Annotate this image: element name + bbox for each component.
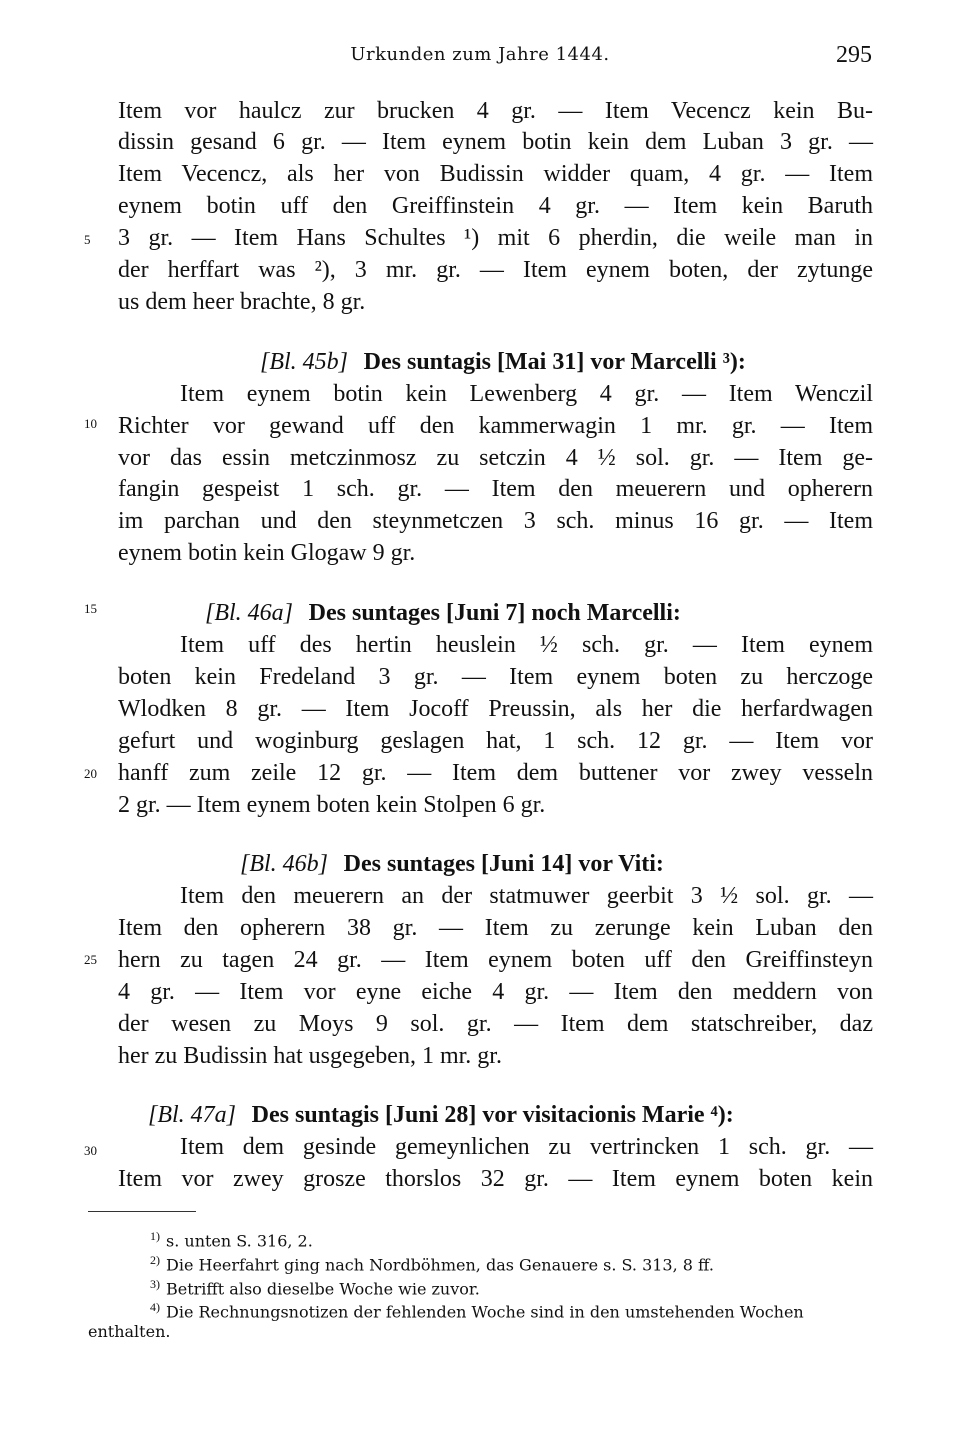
footnote-rule (88, 1211, 196, 1212)
footnote-mark: 1) (150, 1229, 160, 1243)
text-line: dissin gesand 6 gr. — Item eynem botin kein dem Luban 3 gr. — (118, 129, 873, 155)
line-number: 25 (84, 952, 97, 967)
text-line: eynem botin uff den Greiffinstein 4 gr. — Item kein Baruth (118, 193, 873, 219)
text-line: Item den opherern 38 gr. — Item zu zerunge kein Luban den (118, 915, 873, 941)
footnote (150, 1250, 874, 1275)
text-line: im parchan und den steynmetczen 3 sch. minus 16 gr. — Item (118, 508, 873, 534)
line-number: 20 (84, 766, 97, 781)
running-header: Urkunden zum Jahre 1444. (350, 44, 610, 65)
section-heading (148, 1099, 734, 1130)
heading-text: Des suntagis [Mai 31] vor Marcelli ³): (363, 349, 746, 375)
footnote-mark: 2) (150, 1253, 160, 1267)
text-line: Item uff des hertin heuslein ½ sch. gr. — Item eynem (180, 632, 873, 658)
text-line: Item dem gesinde gemeynlichen zu vertrincken 1 sch. gr. — (180, 1134, 873, 1160)
text-line: eynem botin kein Glogaw 9 gr. (118, 540, 416, 566)
sheet-reference: [Bl. 46b] (240, 851, 329, 877)
footnote (150, 1226, 874, 1251)
footnote-mark: 4) (150, 1300, 160, 1314)
page-number: 295 (836, 42, 872, 68)
text-line: der herffart was ²), 3 mr. gr. — Item eynem boten, der zytunge (118, 257, 873, 283)
text-line: Item vor haulcz zur brucken 4 gr. — Item Vecencz kein Bu- (118, 98, 873, 124)
text-line: Item den meuerern an der statmuwer geerbit 3 ½ sol. gr. — (180, 883, 873, 909)
sheet-reference: [Bl. 47a] (148, 1102, 237, 1128)
text-line: hanff zum zeile 12 gr. — Item dem buttener vor zwey vesseln (118, 760, 873, 786)
text-line: Richter vor gewand uff den kammerwagin 1 mr. gr. — Item (118, 413, 873, 439)
section-heading (205, 597, 681, 628)
heading-text: Des suntages [Juni 14] vor Viti: (343, 851, 664, 877)
footnote-text: Die Heerfahrt ging nach Nordböhmen, das Genauere s. S. 313, 8 ff. (166, 1255, 714, 1275)
footnote-continuation: enthalten. (88, 1322, 171, 1341)
text-line: gefurt und woginburg geslagen hat, 1 sch. 12 gr. — Item vor (118, 728, 873, 754)
footnote (150, 1297, 874, 1322)
heading-text: Des suntages [Juni 7] noch Marcelli: (308, 600, 681, 626)
text-line: 2 gr. — Item eynem boten kein Stolpen 6 gr. (118, 792, 546, 818)
text-line: 3 gr. — Item Hans Schultes ¹) mit 6 pherdin, die weile man in (118, 225, 873, 251)
text-line: Item Vecencz, als her von Budissin widder quam, 4 gr. — Item (118, 161, 873, 187)
text-line: vor das essin metczinmosz zu setczin 4 ½ sol. gr. — Item ge- (118, 445, 873, 471)
section-heading (260, 346, 746, 377)
text-line: hern zu tagen 24 gr. — Item eynem boten uff den Greiffinsteyn (118, 947, 873, 973)
heading-text: Des suntagis [Juni 28] vor visitacionis Marie ⁴): (251, 1102, 734, 1128)
text-line: 4 gr. — Item vor eyne eiche 4 gr. — Item den meddern von (118, 979, 873, 1005)
section-heading (240, 848, 664, 879)
footnote-text: Betrifft also dieselbe Woche wie zuvor. (166, 1279, 480, 1299)
text-line: her zu Budissin hat usgegeben, 1 mr. gr. (118, 1043, 502, 1069)
footnote (150, 1274, 874, 1299)
text-line: us dem heer brachte, 8 gr. (118, 289, 366, 315)
footnote-text: s. unten S. 316, 2. (166, 1231, 313, 1251)
line-number: 15 (84, 601, 97, 616)
line-number: 30 (84, 1143, 97, 1158)
sheet-reference: [Bl. 45b] (260, 349, 349, 375)
footnote-text: Die Rechnungsnotizen der fehlenden Woche sind in den umstehenden Wochen (166, 1302, 804, 1322)
text-line: Wlodken 8 gr. — Item Jocoff Preussin, als her die herfardwagen (118, 696, 873, 722)
line-number: 10 (84, 416, 97, 431)
text-line: Item eynem botin kein Lewenberg 4 gr. — Item Wenczil (180, 381, 873, 407)
text-line: der wesen zu Moys 9 sol. gr. — Item dem statschreiber, daz (118, 1011, 873, 1037)
footnote-mark: 3) (150, 1277, 160, 1291)
sheet-reference: [Bl. 46a] (205, 600, 294, 626)
text-line: fangin gespeist 1 sch. gr. — Item den meuerern und opherern (118, 476, 873, 502)
text-line: Item vor zwey grosze thorslos 32 gr. — Item eynem boten kein (118, 1166, 873, 1192)
text-line: boten kein Fredeland 3 gr. — Item eynem boten zu herczoge (118, 664, 873, 690)
line-number: 5 (84, 232, 91, 247)
